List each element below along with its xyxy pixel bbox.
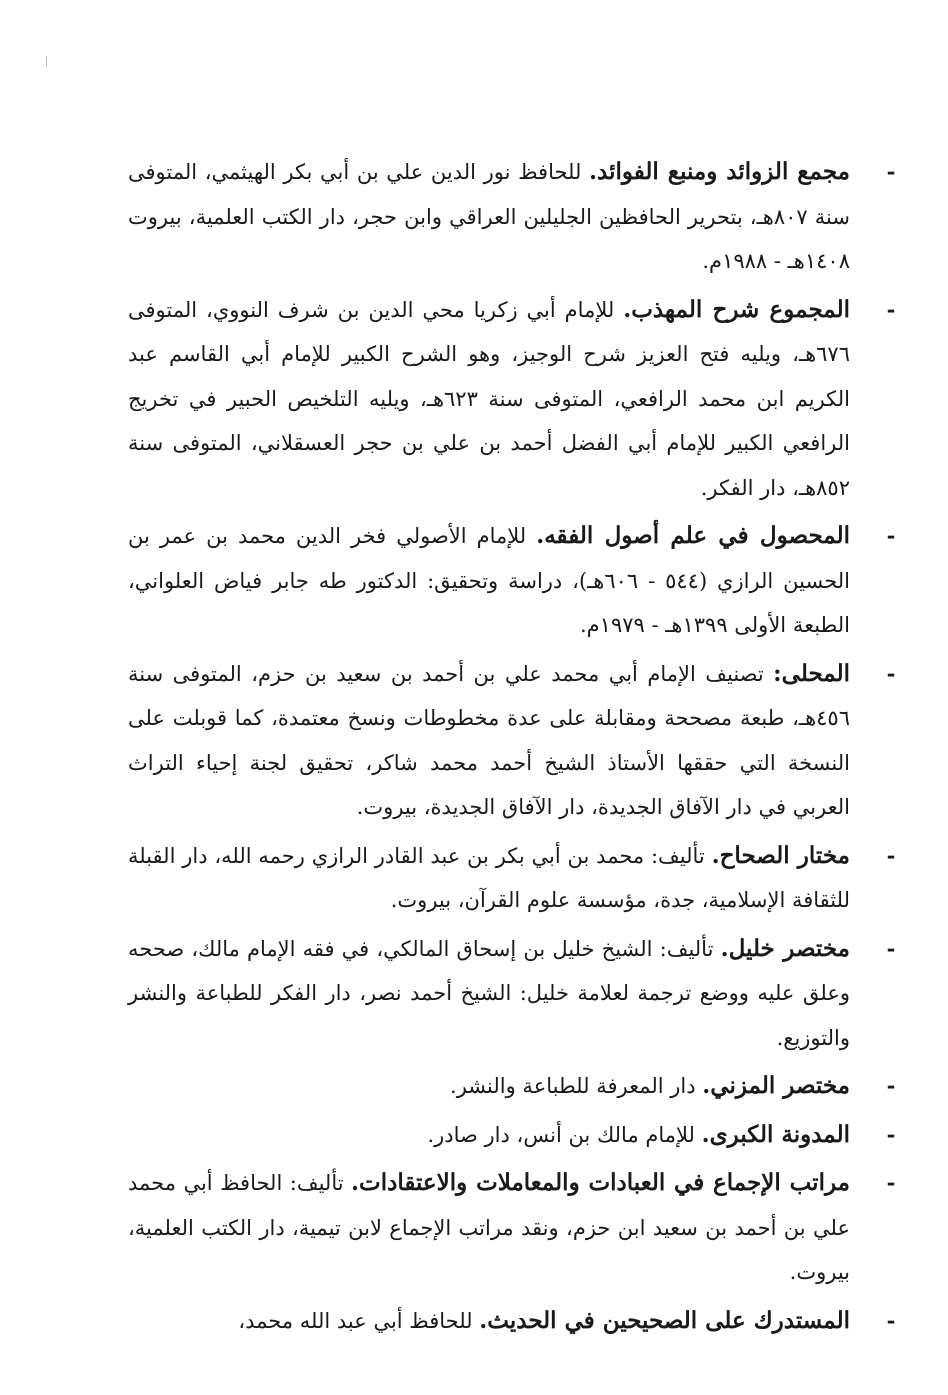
entry-title: المدونة الكبرى. — [701, 1120, 850, 1148]
bibliography-entry — [128, 1113, 896, 1158]
scan-mark — [46, 56, 47, 66]
entry-title: المستدرك على الصحيحين في الحديث. — [479, 1306, 850, 1334]
entry-dash: - — [886, 1307, 896, 1333]
entry-body: تأليف: الحافظ أبي محمد علي بن أحمد بن سعيد ابن حزم، ونقد مراتب الإجماع لابن تيمية، دار الكتب العلمية، بيروت. — [128, 1171, 850, 1284]
entry-body: للإمام الأصولي فخر الدين محمد بن عمر بن الحسين الرازي (٥٤٤ - ٦٠٦هـ)، دراسة وتحقيق: الدكتور طه جابر فياض العلواني، الطبعة الأولى ١٣٩٩هـ - ١٩٧٩م. — [128, 524, 851, 637]
entry-body: للإمام مالك بن أنس، دار صادر. — [427, 1122, 702, 1147]
bibliography-entry — [128, 927, 896, 1061]
entry-title: مختصر المزني. — [702, 1072, 850, 1099]
bibliography-entry — [128, 150, 896, 284]
entry-body: للحافظ نور الدين علي بن أبي بكر الهيثمي، المتوفى سنة ٨٠٧هـ، بتحرير الحافظين الجليلين العراقي وابن حجر، دار الكتب العلمية، بيروت ١٤٠٨هـ - ١٩٨٨م. — [128, 160, 850, 273]
bibliography-entry — [128, 514, 896, 648]
entry-title: مراتب الإجماع في العبادات والمعاملات والاعتقادات. — [351, 1169, 850, 1196]
entry-title: مختار الصحاح. — [711, 841, 850, 869]
entry-body: تصنيف الإمام أبي محمد علي بن أحمد بن سعيد بن حزم، المتوفى سنة ٤٥٦هـ، طبعة مصححة ومقابلة على عدة مخطوطات ونسخ معتمدة، كما قوبلت على النسخة التي حققها الأستاذ الشيخ أحمد محمد شاكر، تحقيق لجنة إحياء التراث العربي في دار الآفاق الجديدة، دار الآفاق الجديدة، بيروت. — [128, 661, 850, 819]
entry-dash: - — [886, 523, 896, 548]
entry-title: مجمع الزوائد ومنبع الفوائد. — [589, 158, 850, 185]
entry-dash: - — [886, 660, 896, 686]
bibliography-entry — [128, 1161, 896, 1295]
entry-dash: - — [886, 842, 896, 868]
bibliography-entry — [128, 652, 896, 830]
entry-title: المحلى: — [773, 659, 850, 687]
entry-dash: - — [886, 296, 896, 322]
entry-dash: - — [886, 1121, 896, 1147]
bibliography-page — [128, 150, 896, 1347]
entry-title: مختصر خليل. — [720, 934, 850, 962]
entry-title: المحصول في علم أصول الفقه. — [536, 522, 850, 549]
entry-body: للحافظ أبي عبد الله محمد، — [238, 1308, 480, 1333]
bibliography-entry — [128, 1299, 896, 1344]
entry-dash: - — [886, 159, 896, 184]
bibliography-entry — [128, 288, 896, 511]
entry-title: المجموع شرح المهذب. — [623, 295, 851, 323]
entry-dash: - — [886, 1073, 896, 1098]
entry-dash: - — [886, 935, 896, 961]
entry-body: تأليف: محمد بن أبي بكر بن عبد القادر الرازي رحمه الله، دار القبلة للثقافة الإسلامية، جدة، مؤسسة علوم القرآن، بيروت. — [128, 843, 850, 912]
entry-body: تأليف: الشيخ خليل بن إسحاق المالكي، في فقه الإمام مالك، صححه وعلق عليه ووضع ترجمة لعلامة خليل: الشيخ أحمد نصر، دار الفكر للطباعة والنشر والتوزيع. — [128, 936, 850, 1050]
bibliography-entry — [128, 834, 896, 923]
bibliography-entry — [128, 1064, 896, 1109]
entry-dash: - — [886, 1170, 896, 1195]
entry-body: للإمام أبي زكريا محي الدين بن شرف النووي، المتوفى ٦٧٦هـ، ويليه فتح العزيز شرح الوجيز، وهو الشرح الكبير للإمام أبي القاسم عبد الكريم ابن محمد الرافعي، المتوفى سنة ٦٢٣هـ، ويليه التلخيص الحبير في تخريج الرافعي الكبير للإمام أبي الفضل أحمد بن علي بن حجر العسقلاني، المتوفى سنة ٨٥٢هـ، دار الفكر. — [128, 297, 850, 500]
entry-body: دار المعرفة للطباعة والنشر. — [450, 1074, 703, 1098]
